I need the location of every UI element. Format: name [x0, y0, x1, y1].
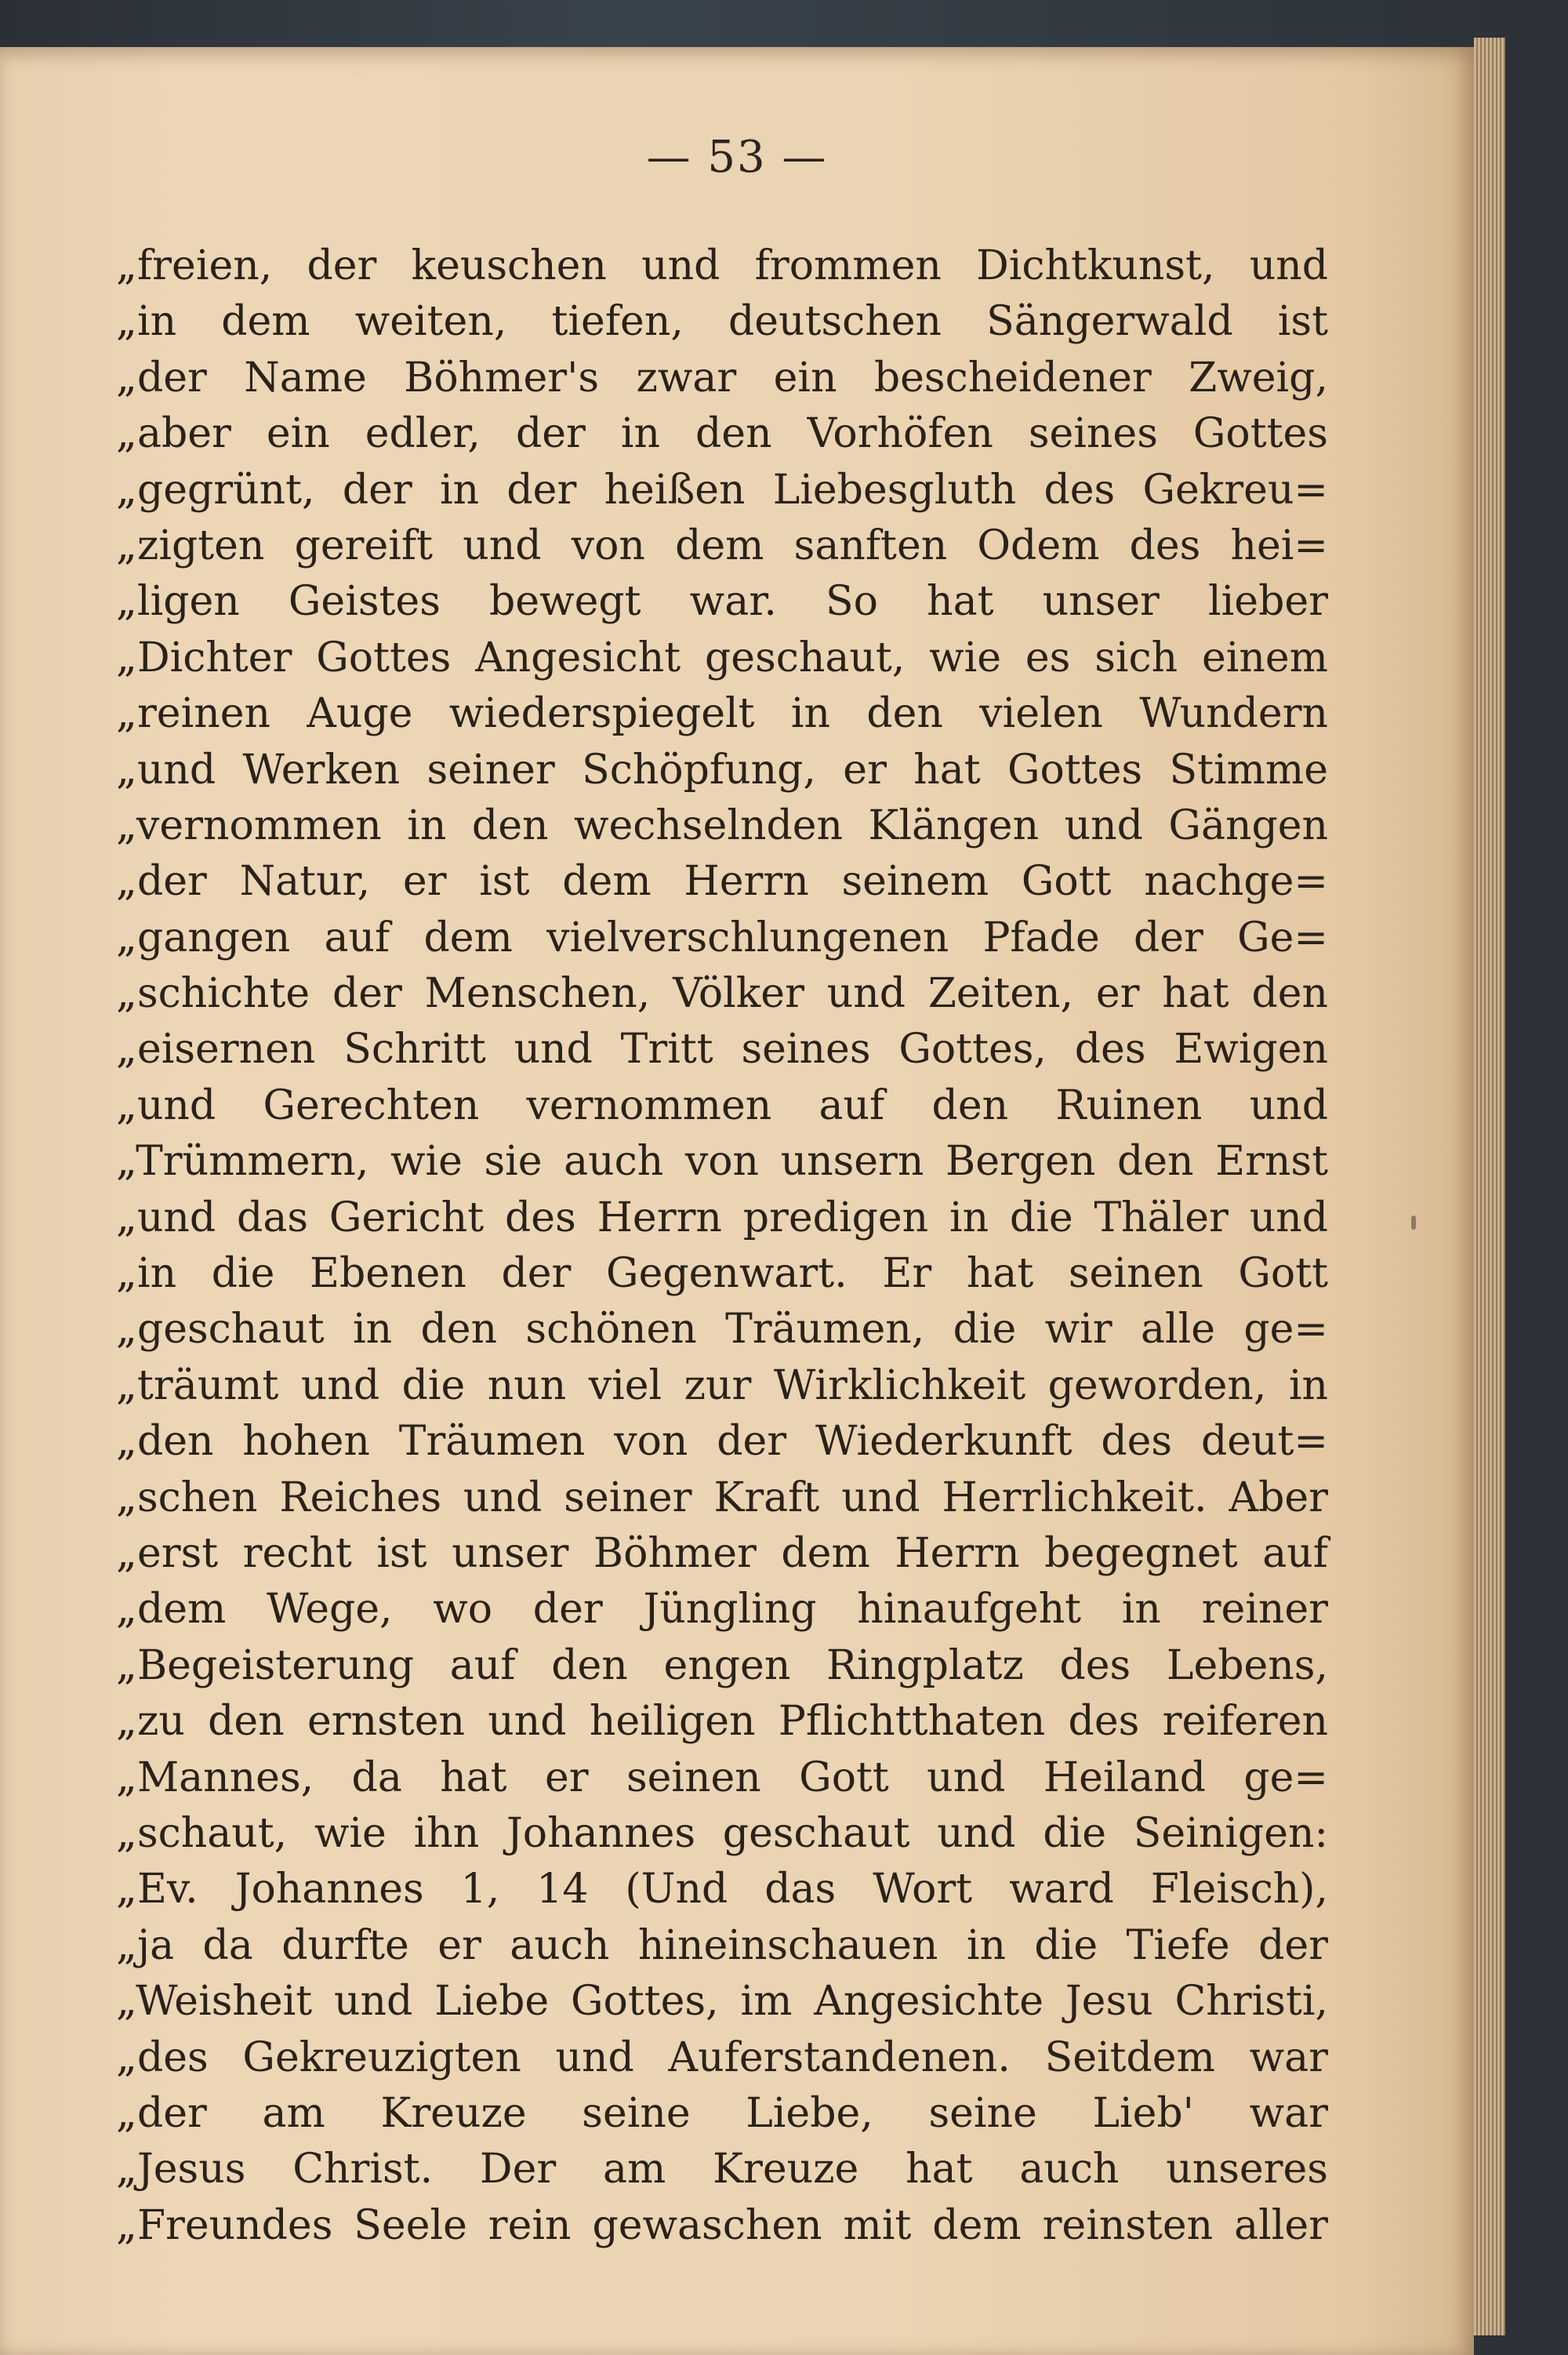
- page-edges: [1474, 38, 1505, 2335]
- page-number: — 53 —: [646, 132, 828, 183]
- ink-mark: [1411, 1216, 1416, 1230]
- text-line: „ja da durfte er auch hineinschauen in die Tiefe der: [116, 1921, 1328, 1969]
- text-line: „Begeisterung auf den engen Ringplatz des Lebens,: [116, 1641, 1328, 1689]
- text-line: „Dichter Gottes Angesicht geschaut, wie es sich einem: [116, 634, 1328, 681]
- text-line: „der am Kreuze seine Liebe, seine Lieb' war: [116, 2089, 1328, 2137]
- text-line: „erst recht ist unser Böhmer dem Herrn begegnet auf: [116, 1529, 1328, 1577]
- body-text: [116, 238, 1328, 2254]
- text-line: „gangen auf dem vielverschlungenen Pfade der Ge=: [116, 914, 1328, 961]
- text-line: „Weisheit und Liebe Gottes, im Angesichte Jesu Christi,: [116, 1978, 1328, 2026]
- text-line: „schen Reiches und seiner Kraft und Herrlichkeit. Aber: [116, 1474, 1328, 1521]
- text-line: „aber ein edler, der in den Vorhöfen seines Gottes: [116, 410, 1328, 458]
- text-line: „in die Ebenen der Gegenwart. Er hat seinen Gott: [116, 1250, 1328, 1298]
- text-line: „geschaut in den schönen Träumen, die wir alle ge=: [116, 1306, 1328, 1354]
- text-line: „dem Wege, wo der Jüngling hinaufgeht in reiner: [116, 1586, 1328, 1634]
- text-line: „schichte der Menschen, Völker und Zeiten, er hat den: [116, 970, 1328, 1018]
- text-line: „und das Gericht des Herrn predigen in die Thäler und: [116, 1194, 1328, 1241]
- text-line: „vernommen in den wechselnden Klängen und Gängen: [116, 801, 1328, 849]
- text-line: „den hohen Träumen von der Wiederkunft des deut=: [116, 1418, 1328, 1466]
- text-line: „eisernen Schritt und Tritt seines Gottes, des Ewigen: [116, 1026, 1328, 1074]
- text-line: „Jesus Christ. Der am Kreuze hat auch unseres: [116, 2146, 1328, 2193]
- text-line: „träumt und die nun viel zur Wirklichkeit geworden, in: [116, 1361, 1328, 1409]
- text-line: „gegrünt, der in der heißen Liebesgluth des Gekreu=: [116, 466, 1328, 514]
- text-line: „Trümmern, wie sie auch von unsern Bergen den Ernst: [116, 1138, 1328, 1186]
- text-line: „zu den ernsten und heiligen Pflichtthaten des reiferen: [116, 1698, 1328, 1746]
- text-line: „schaut, wie ihn Johannes geschaut und die Seinigen:: [116, 1809, 1328, 1857]
- text-line: „und Werken seiner Schöpfung, er hat Gottes Stimme: [116, 746, 1328, 794]
- text-line: „ligen Geistes bewegt war. So hat unser lieber: [116, 578, 1328, 626]
- text-line: „Mannes, da hat er seinen Gott und Heiland ge=: [116, 1754, 1328, 1801]
- text-line: „Ev. Johannes 1, 14 (Und das Wort ward Fleisch),: [116, 1866, 1328, 1913]
- book-page: [0, 47, 1474, 2355]
- text-line: „zigten gereift und von dem sanften Odem des hei=: [116, 522, 1328, 569]
- text-line: „des Gekreuzigten und Auferstandenen. Seitdem war: [116, 2033, 1328, 2081]
- text-line: „der Natur, er ist dem Herrn seinem Gott nachge=: [116, 858, 1328, 906]
- text-line: „in dem weiten, tiefen, deutschen Sängerwald ist: [116, 298, 1328, 346]
- text-line: „und Gerechten vernommen auf den Ruinen und: [116, 1081, 1328, 1129]
- text-line: „Freundes Seele rein gewaschen mit dem reinsten aller: [116, 2201, 1328, 2249]
- text-line: „reinen Auge wiederspiegelt in den vielen Wundern: [116, 690, 1328, 738]
- text-line: „der Name Böhmer's zwar ein bescheidener Zweig,: [116, 354, 1328, 402]
- text-line: „freien, der keuschen und frommen Dichtkunst, und: [116, 242, 1328, 289]
